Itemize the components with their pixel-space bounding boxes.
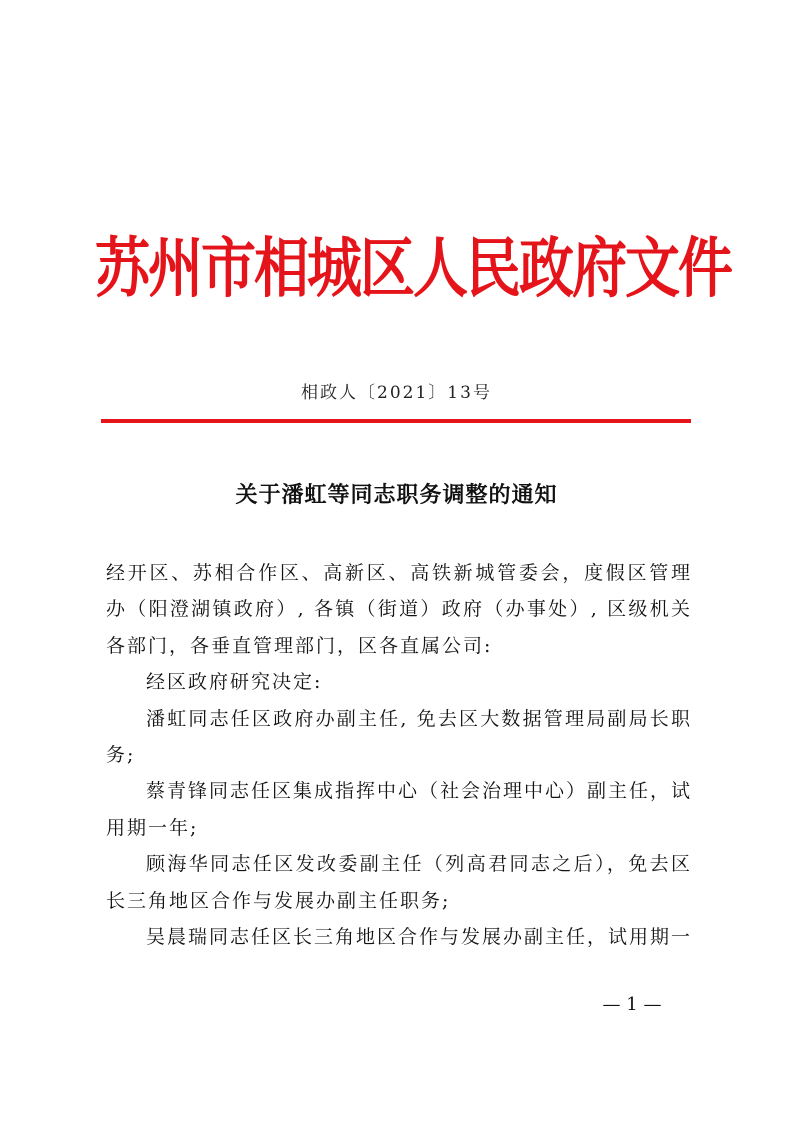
recipients-paragraph: 经开区、苏相合作区、高新区、高铁新城管委会，度假区管理办（阳澄湖镇政府）, 各镇（街道）政府（办事处）, 区级机关各部门，各垂直管理部门，区各直属公司: xyxy=(106,562,692,657)
body-paragraph: 蔡青锋同志任区集成指挥中心（社会治理中心）副主任，试用期一年; xyxy=(106,780,693,839)
document-number: 相政人〔2021〕13号 xyxy=(301,383,492,403)
document-body xyxy=(106,555,692,955)
body-paragraph: 经区政府研究决定: xyxy=(146,671,323,694)
body-paragraph: 潘虹同志任区政府办副主任, 免去区大数据管理局副局长职务; xyxy=(106,707,692,767)
page-number: — 1 — xyxy=(602,994,662,1015)
notice-title: 关于潘虹等同志职务调整的通知 xyxy=(235,482,558,508)
body-paragraph: 顾海华同志任区发改委副主任（列高君同志之后），免去区长三角地区合作与发展办副主任职务; xyxy=(106,853,692,912)
document-header-title: 苏州市相城区人民政府文件 xyxy=(95,229,732,306)
body-paragraph: 吴晨瑞同志任区长三角地区合作与发展办副主任，试用期一 xyxy=(146,926,693,949)
red-separator-line xyxy=(101,419,691,423)
